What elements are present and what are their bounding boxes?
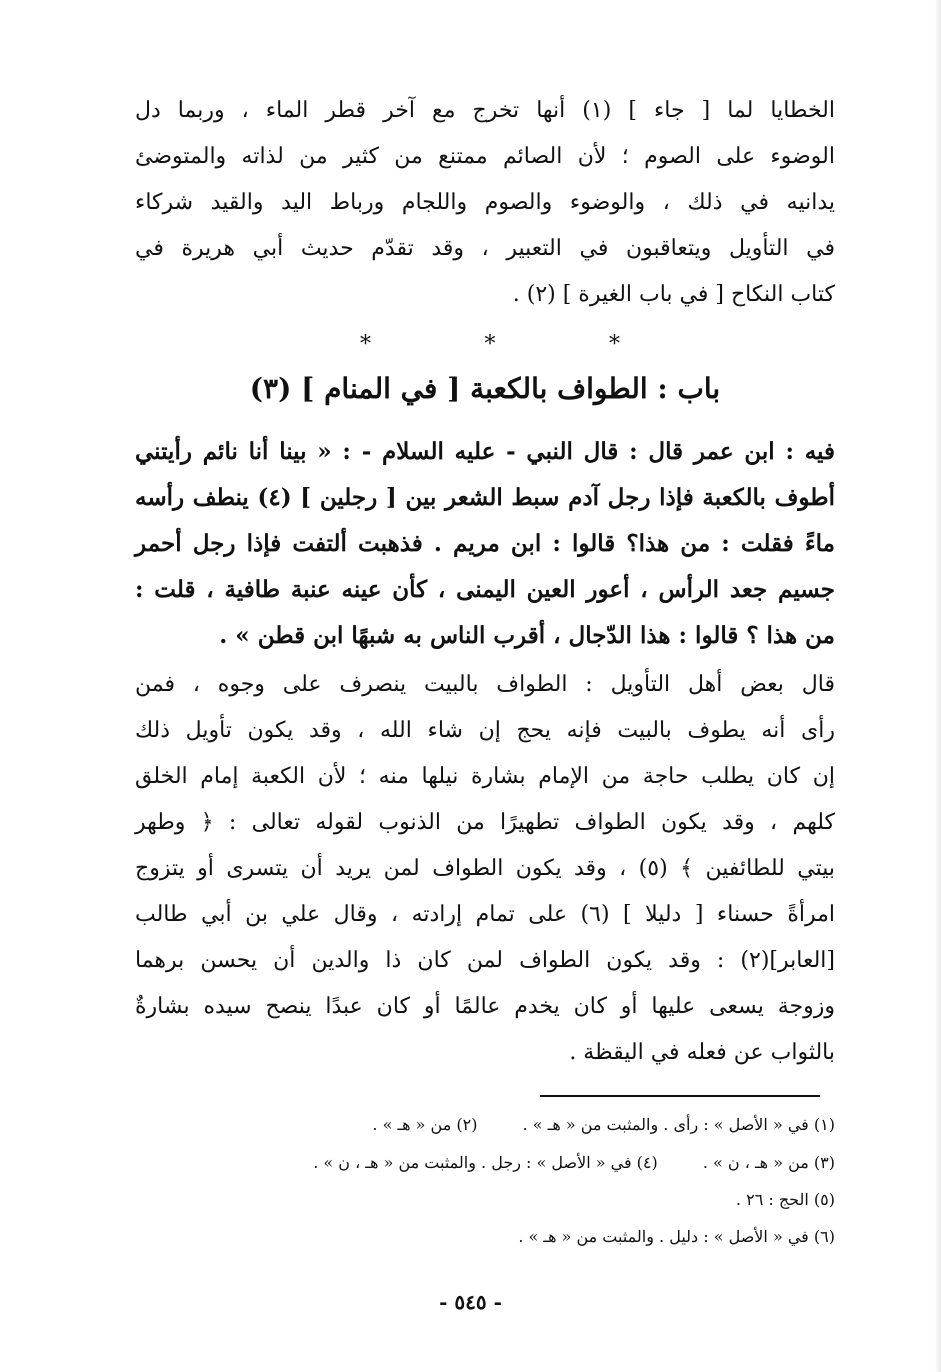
separator-star: * [484,332,496,357]
footnote-1: (١) في « الأصل » : رأى . والمثبت من « هـ » . [522,1115,835,1134]
commentary-line: إن كان يطلب حاجة من الإمام بشارة نيلها منه ؛ لأن الكعبة إمام الخلق [135,764,835,789]
footnote-row [135,1115,835,1134]
footnote-row [135,1153,835,1172]
page-number: - ٥٤٥ - [439,1290,502,1314]
commentary-line: بيتي للطائفين ﴾ (٥) ، وقد يكون الطواف لمن يريد أن يتسرى أو يتزوج [135,856,835,881]
paragraph-line: في التأويل ويتعاقبون في التعبير ، وقد تقدّم حديث أبي هريرة في [135,236,835,261]
hadith-line: أطوف بالكعبة فإذا رجل آدم سبط الشعر بين [ رجلين ] (٤) ينطف رأسه [135,484,836,511]
footnote-divider [540,1095,820,1097]
commentary-line: وزوجة يسعى عليها أو كان يخدم عالمًا أو كان عبدًا ينصح سيده بشارةٌ [135,994,835,1019]
commentary-line: قال بعض أهل التأويل : الطواف بالبيت ينصرف على وجوه ، فمن [135,672,835,697]
paragraph-line: كتاب النكاح [ في باب الغيرة ] (٢) . [512,282,835,307]
commentary-line: رأى أنه يطوف بالبيت فإنه يحج إن شاء الله ، وقد يكون تأويل ذلك [135,718,836,743]
footnote-3: (٣) من « هـ ، ن » . [702,1153,835,1172]
paragraph-line: يدانيه في ذلك ، والوضوء والصوم واللجام ورباط اليد والقيد شركاء [135,190,835,215]
hadith-line: من هذا ؟ قالوا : هذا الدّجال ، أقرب الناس به شبهًا ابن قطن » . [219,622,835,649]
footnote-5: (٥) الحج : ٢٦ . [735,1190,835,1209]
page-edge-shadow [935,0,941,1372]
commentary-line: بالثواب عن فعله في اليقظة . [569,1040,835,1065]
commentary-line: كلهم ، وقد يكون الطواف تطهيرًا من الذنوب لقوله تعالى : ﴿ وطهر [135,810,835,835]
chapter-heading: باب : الطواف بالكعبة [ في المنام ] (٣) [249,372,721,405]
section-separator [360,332,620,357]
hadith-line: جسيم جعد الرأس ، أعور العين اليمنى ، كأن عينه عنبة طافية ، قلت : [135,576,835,603]
footnote-4: (٤) في « الأصل » : رجل . والمثبت من « هـ ، ن » . [313,1153,658,1172]
paragraph-line: الخطايا لما [ جاء ] (١) أنها تخرج مع آخر قطر الماء ، وربما دل [135,98,835,123]
hadith-line: فيه : ابن عمر قال : قال النبي - عليه السلام - : « بينا أنا نائم رأيتني [135,438,835,465]
footnote-6: (٦) في « الأصل » : دليل . والمثبت من « هـ » . [518,1227,835,1246]
separator-star: * [360,332,371,357]
footnote-2: (٢) من « هـ » . [372,1115,478,1134]
paragraph-line: الوضوء على الصوم ؛ لأن الصائم ممتنع من كثير من لذاته والمتوضئ [135,144,835,169]
commentary-line: [العابر](٢) : وقد يكون الطواف لمن كان ذا والدين أن يحسن برهما [135,948,835,973]
hadith-line: ماءً فقلت : من هذا؟ قالوا : ابن مريم . فذهبت ألتفت فإذا رجل أحمر [135,530,835,557]
commentary-line: امرأةً حسناء [ دليلا ] (٦) على تمام إرادته ، وقال علي بن أبي طالب [135,902,835,927]
separator-star: * [609,332,620,357]
